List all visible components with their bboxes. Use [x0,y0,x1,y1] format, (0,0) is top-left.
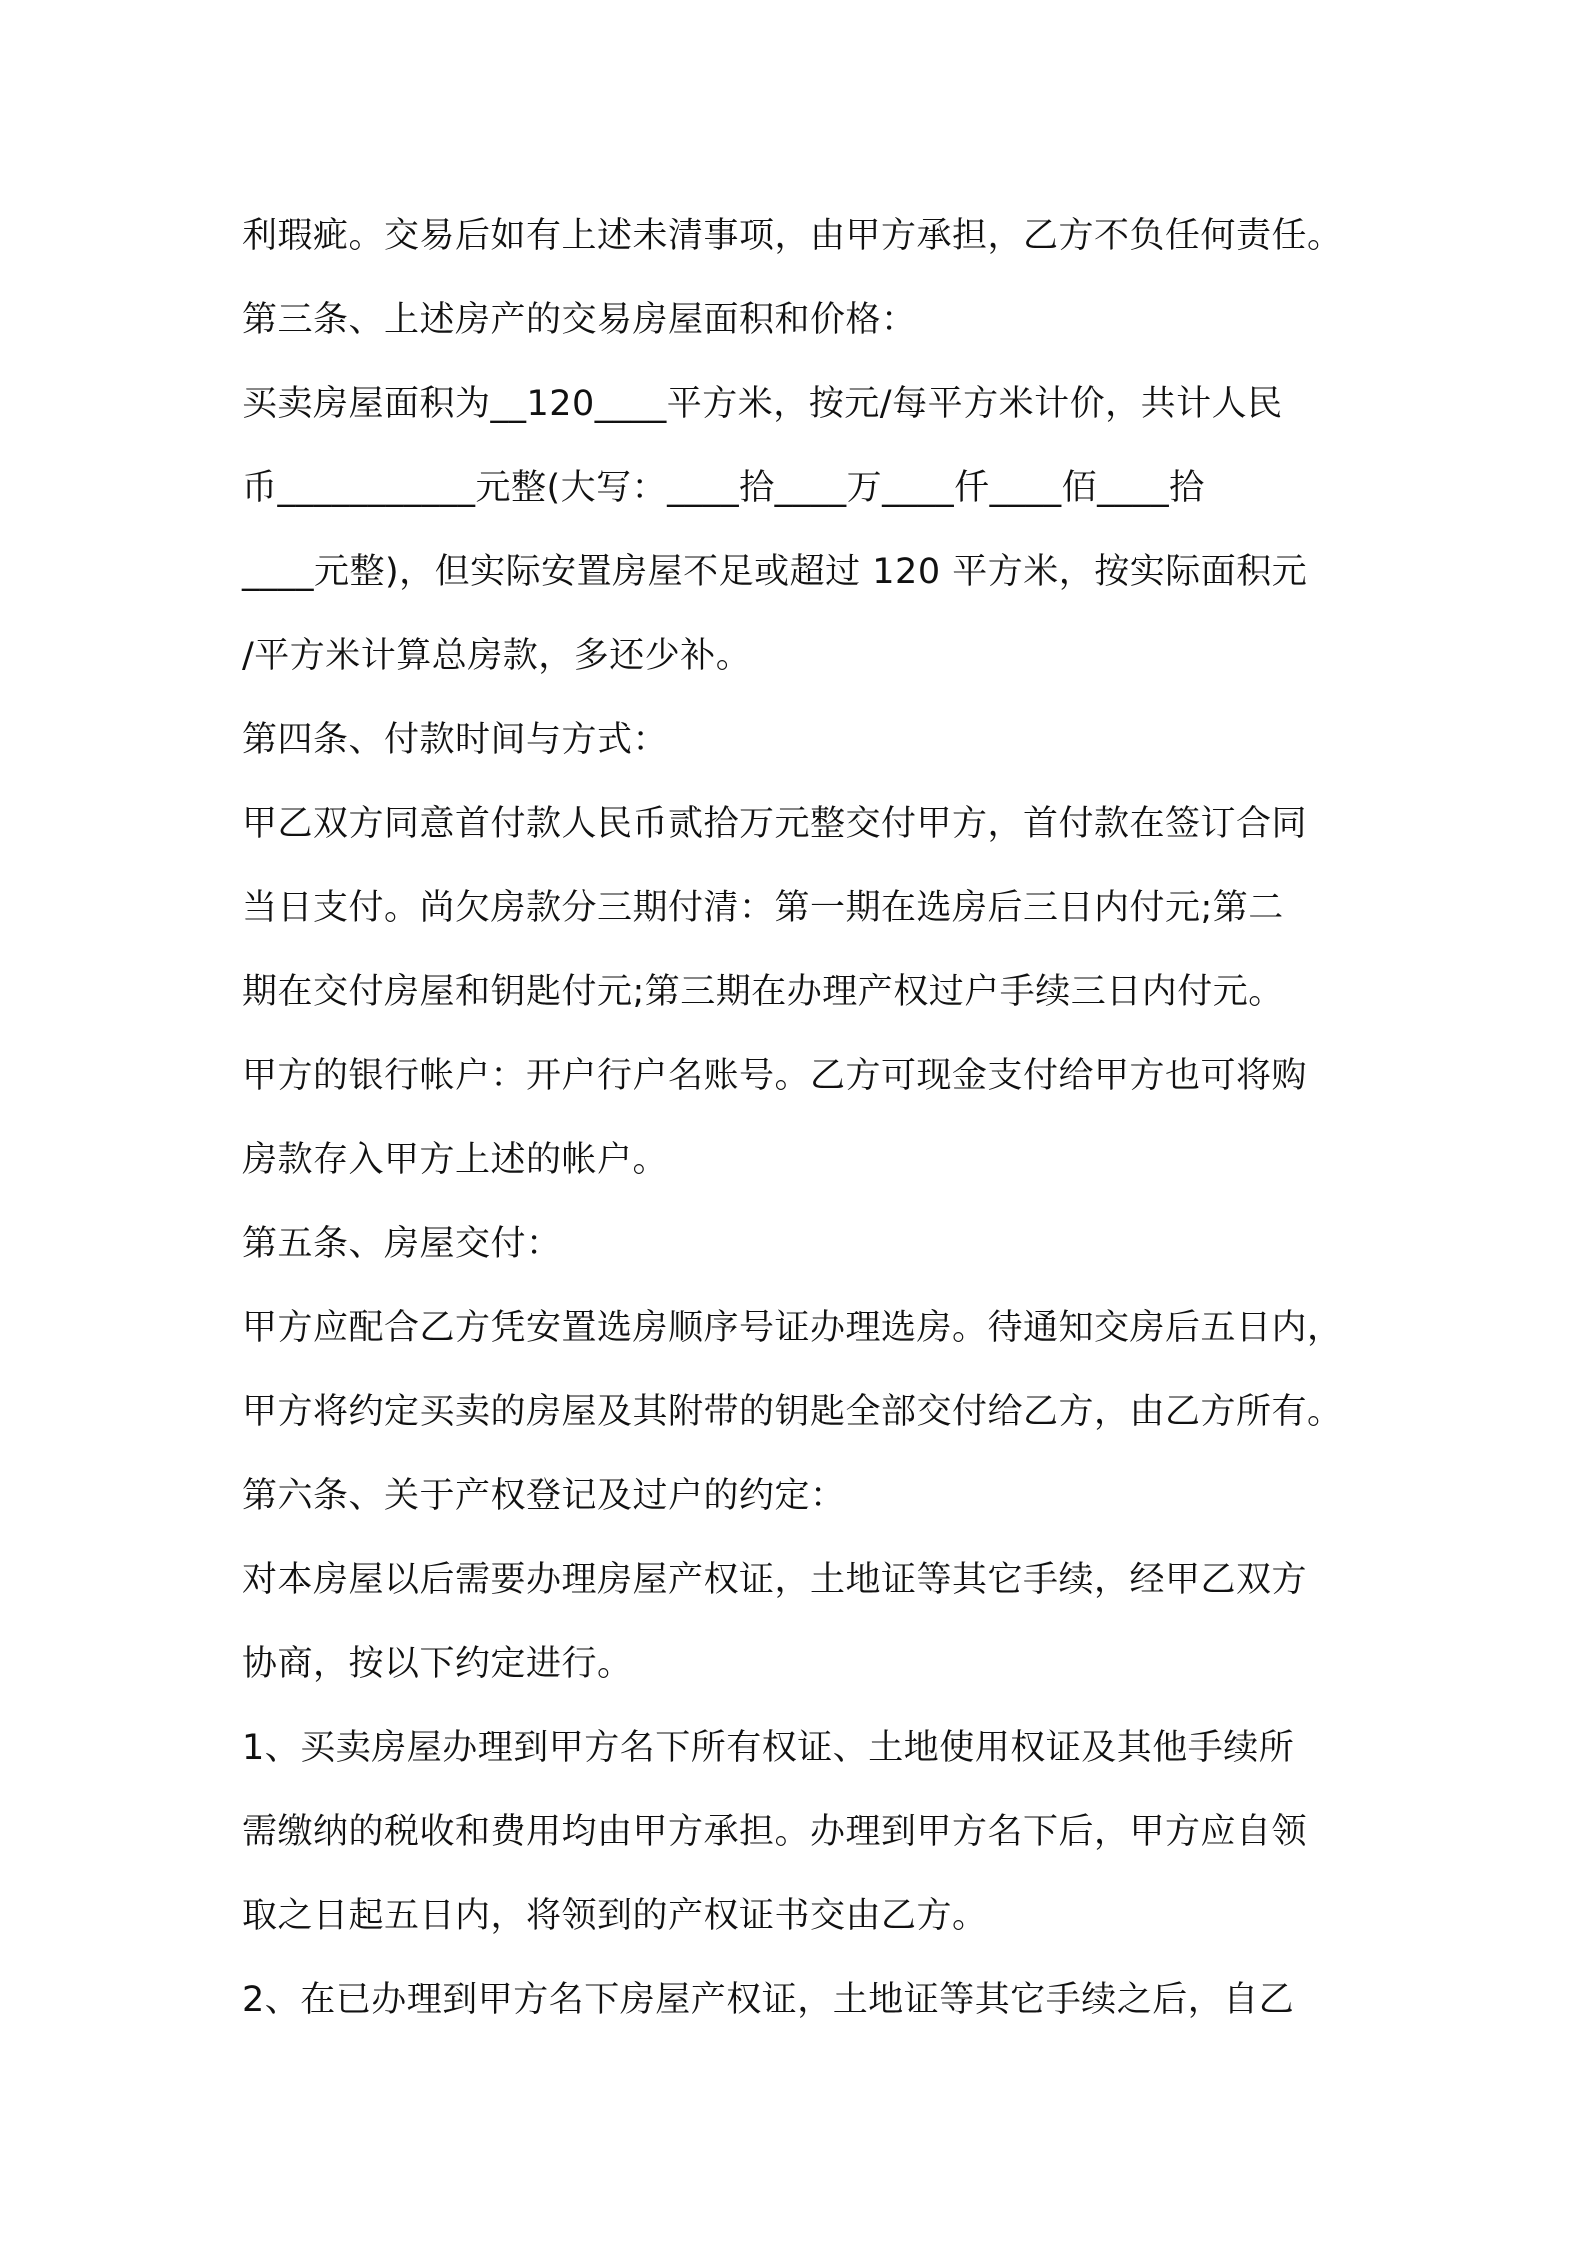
text-line: 需缴纳的税收和费用均由甲方承担。办理到甲方名下后，甲方应自领 [242,1812,1308,1852]
text-line: 协商，按以下约定进行。 [242,1644,633,1684]
text-line: 甲方应配合乙方凭安置选房顺序号证办理选房。待通知交房后五日内， [242,1308,1343,1348]
text-line: 取之日起五日内，将领到的产权证书交由乙方。 [242,1896,988,1936]
text-line: ____元整)，但实际安置房屋不足或超过 120 平方米，按实际面积元 [242,552,1308,592]
article-4-heading: 第四条、付款时间与方式： [242,720,669,760]
text-line: 买卖房屋面积为__120____平方米，按元/每平方米计价，共计人民 [242,384,1283,424]
text-line: 甲乙双方同意首付款人民币贰拾万元整交付甲方，首付款在签订合同 [242,804,1308,844]
text-line: 当日支付。尚欠房款分三期付清：第一期在选房后三日内付元;第二 [242,888,1284,928]
article-6-heading: 第六条、关于产权登记及过户的约定： [242,1476,846,1516]
text-line: 1、买卖房屋办理到甲方名下所有权证、土地使用权证及其他手续所 [242,1728,1295,1768]
text-line: 利瑕疵。交易后如有上述未清事项，由甲方承担，乙方不负任何责任。 [242,216,1343,256]
contract-text [242,194,1382,2042]
text-line: 甲方将约定买卖的房屋及其附带的钥匙全部交付给乙方，由乙方所有。 [242,1392,1343,1432]
article-3-heading: 第三条、上述房产的交易房屋面积和价格： [242,300,917,340]
text-line: /平方米计算总房款，多还少补。 [242,636,752,676]
text-line: 期在交付房屋和钥匙付元;第三期在办理产权过户手续三日内付元。 [242,972,1284,1012]
article-5-heading: 第五条、房屋交付： [242,1224,562,1264]
text-line: 房款存入甲方上述的帐户。 [242,1140,669,1180]
text-line: 甲方的银行帐户：开户行户名账号。乙方可现金支付给甲方也可将购 [242,1056,1308,1096]
text-line: 币___________元整(大写：____拾____万____仟____佰____拾 [242,468,1205,508]
text-line: 2、在已办理到甲方名下房屋产权证，土地证等其它手续之后，自乙 [242,1980,1295,2020]
text-line: 对本房屋以后需要办理房屋产权证，土地证等其它手续，经甲乙双方 [242,1560,1308,1600]
